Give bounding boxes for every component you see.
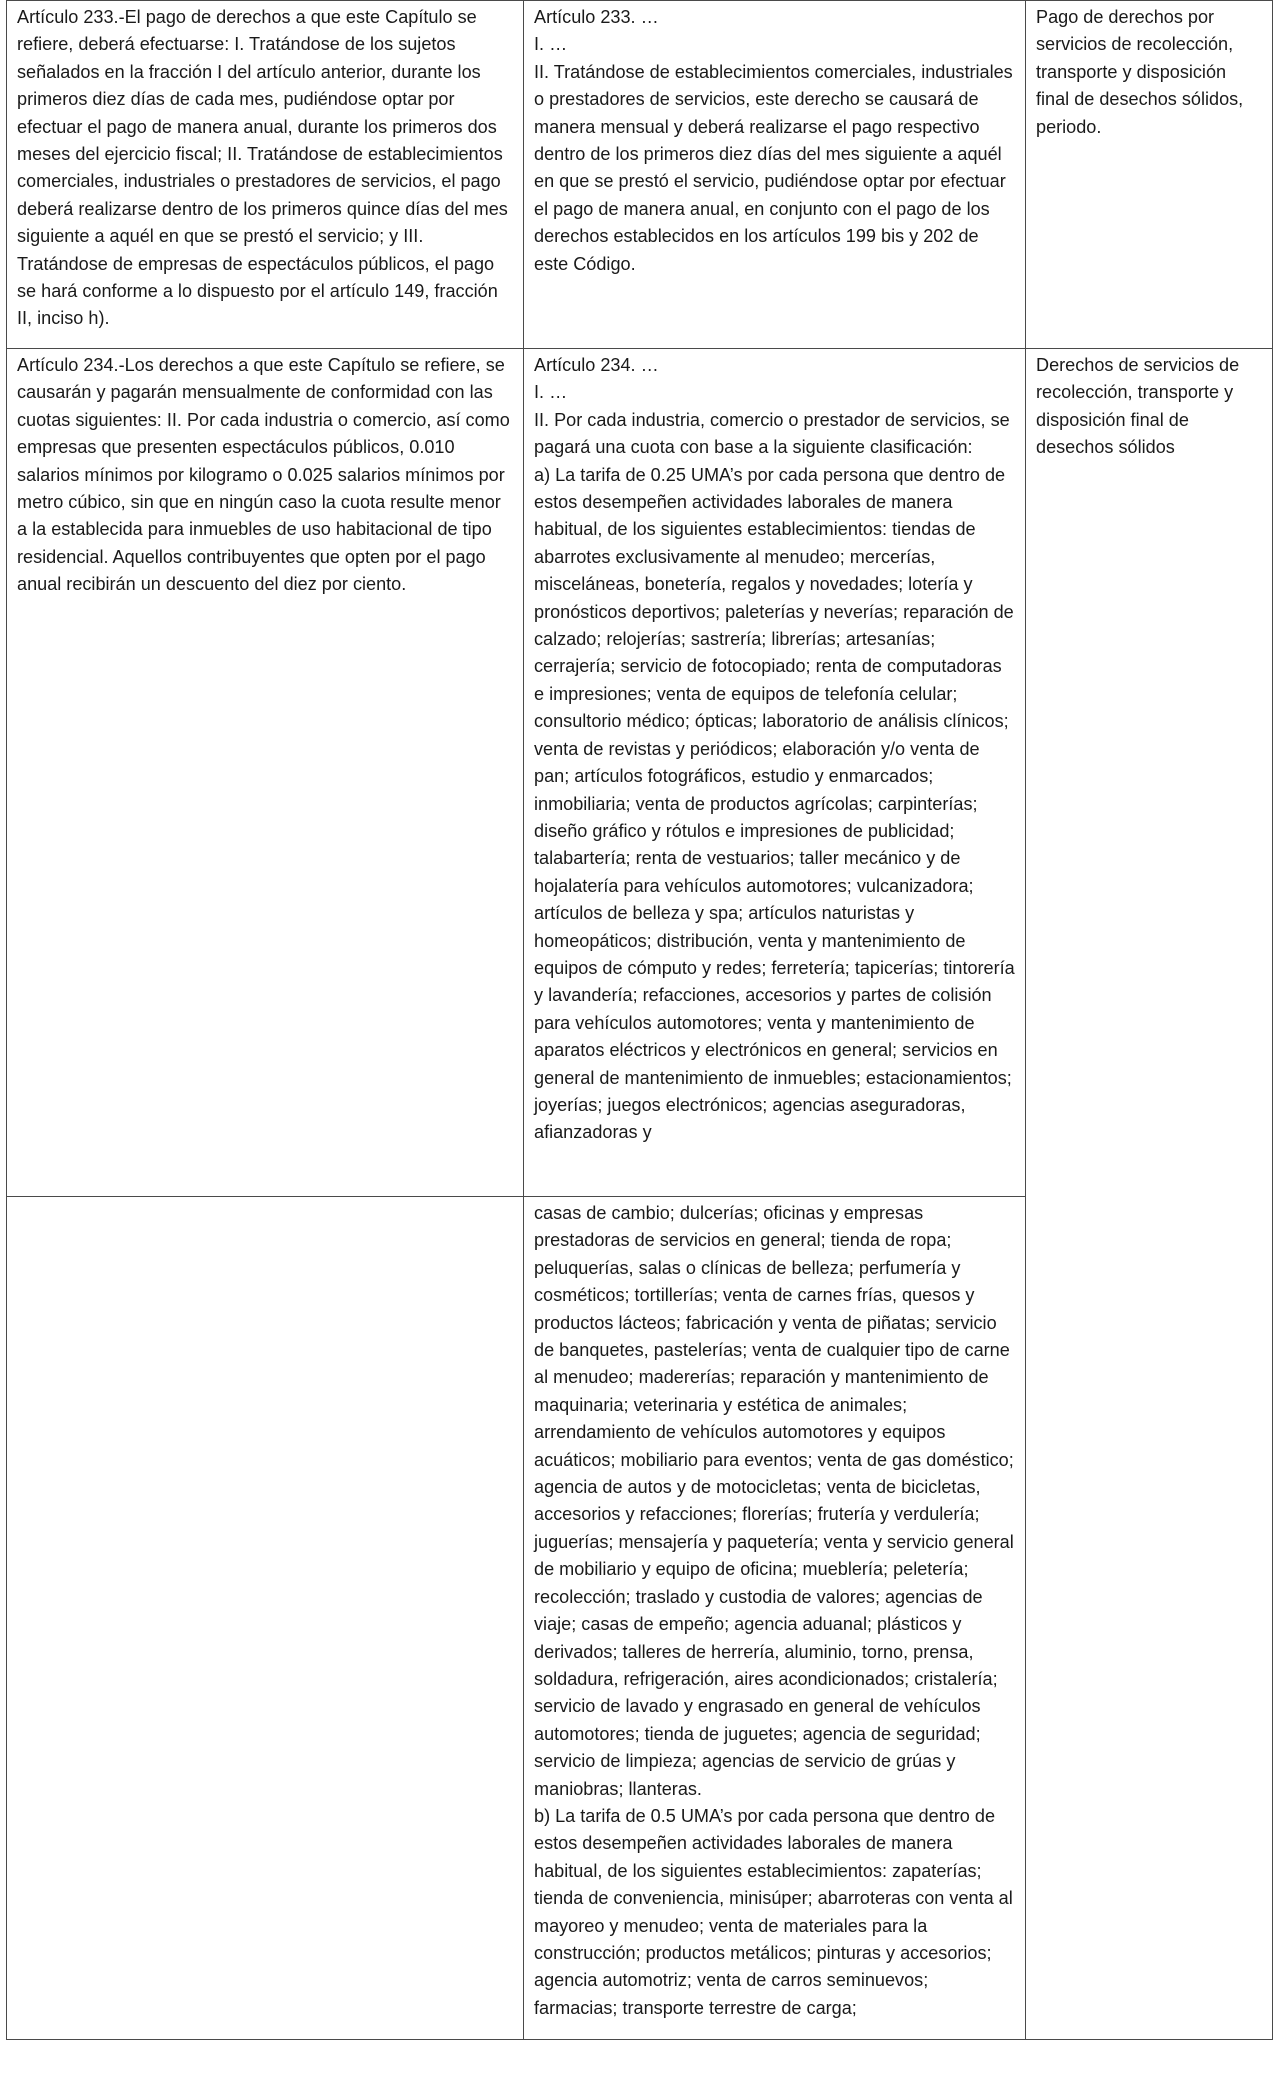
topic-text: Derechos de servicios de recolección, transporte y disposición final de desechos sólidos — [1036, 355, 1240, 458]
topic-text: Pago de derechos por servicios de recolección, transporte y disposición final de desechos sólidos, periodo. — [1036, 7, 1244, 137]
proposal-text-cell — [524, 1197, 1026, 2040]
proposal-line: I. … — [534, 382, 568, 403]
proposal-line: II. Por cada industria, comercio o prestador de servicios, se pagará una cuota con base a la siguiente clasificación: — [534, 409, 1010, 458]
proposal-text-cell — [524, 349, 1026, 1197]
proposal-line: Artículo 233. … — [534, 7, 659, 27]
current-text: Artículo 234.-Los derechos a que este Capítulo se refiere, se causarán y pagarán mensualmente de conformidad con las cuotas siguientes: II. Por cada industria o comercio, así como empresas que presenten espectáculos públicos, 0.010 salarios mínimos por kilogramo o 0.025 salarios mínimos por metro cúbico, sin que en ningún caso la cuota resulte menor a la establecida para inmuebles de uso habitacional de tipo residencial. Aquellos contribuyentes que opten por el pago anual recibirán un descuento del diez por ciento. — [17, 355, 510, 595]
current-text-cell-empty — [7, 1197, 524, 2040]
proposal-text-cell — [524, 1, 1026, 349]
current-text-cell — [7, 1, 524, 349]
table-row — [7, 1, 1273, 349]
current-text: Artículo 233.-El pago de derechos a que este Capítulo se refiere, deberá efectuarse: I. Tratándose de los sujetos señalados en la fracción I del artículo anterior, durante los primeros diez días de cada mes, pudiéndose optar por efectuar el pago de manera anual, durante los primeros dos meses del ejercicio fiscal; II. Tratándose de establecimientos comerciales, industriales o prestadores de servicios, el pago deberá realizarse dentro de los primeros quince días del mes siguiente a aquél en que se prestó el servicio; y III. Tratándose de empresas de espectáculos públicos, el pago se hará conforme a lo dispuesto por el artículo 149, fracción II, inciso h). — [17, 7, 508, 329]
proposal-line: a) La tarifa de 0.25 UMA’s por cada persona que dentro de estos desempeñen actividades laborales de manera habitual, de los siguientes establecimientos: tiendas de abarrotes exclusivamente al menudeo; mercerías, misceláneas, bonetería, regalos y novedades; lotería y pronósticos deportivos; paleterías y neverías; reparación de calzado; relojerías; sastrería; librerías; artesanías; cerrajería; servicio de fotocopiado; renta de computadoras e impresiones; venta de equipos de telefonía celular; consultorio médico; ópticas; laboratorio de análisis clínicos; venta de revistas y periódicos; elaboración y/o venta de pan; artículos fotográficos, estudio y enmarcados; inmobiliaria; venta de productos agrícolas; carpinterías; diseño gráfico y rótulos e impresiones de publicidad; talabartería; renta de vestuarios; taller mecánico y de hojalatería para vehículos automotores; vulcanizadora; artículos de belleza y spa; artículos naturistas y homeopáticos; distribución, venta y mantenimiento de equipos de cómputo y redes; ferretería; tapicerías; tintorería y lavandería; refacciones, accesorios y partes de colisión para vehículos automotores; venta y mantenimiento de aparatos eléctricos y electrónicos en general; servicios en general de mantenimiento de inmuebles; estacionamientos; joyerías; juegos electrónicos; agencias aseguradoras, afianzadoras y — [534, 464, 1015, 1143]
current-text-cell — [7, 349, 524, 1197]
proposal-line: I. … — [534, 34, 568, 55]
topic-cell — [1026, 1, 1273, 349]
proposal-line: casas de cambio; dulcerías; oficinas y empresas prestadoras de servicios en general; tienda de ropa; peluquerías, salas o clínicas de belleza; perfumería y cosméticos; tortillerías; venta de carnes frías, quesos y productos lácteos; fabricación y venta de piñatas; servicio de banquetes, pastelerías; venta de cualquier tipo de carne al menudeo; madererías; reparación y mantenimiento de maquinaria; veterinaria y estética de animales; arrendamiento de vehículos automotores y equipos acuáticos; mobiliario para eventos; venta de gas doméstico; agencia de autos y de motocicletas; venta de bicicletas, accesorios y refacciones; florerías; frutería y verdulería; juguerías; mensajería y paquetería; venta y servicio general de mobiliario y equipo de oficina; mueblería; peletería; recolección; traslado y custodia de valores; agencias de viaje; casas de empeño; agencia aduanal; plásticos y derivados; talleres de herrería, aluminio, torno, prensa, soldadura, refrigeración, aires acondicionados; cristalería; servicio de lavado y engrasado en general de vehículos automotores; tienda de juguetes; agencia de seguridad; servicio de limpieza; agencias de servicio de grúas y maniobras; llanteras. — [534, 1203, 1014, 1799]
topic-cell — [1026, 349, 1273, 2040]
table-row — [7, 349, 1273, 1197]
proposal-line: II. Tratándose de establecimientos comerciales, industriales o prestadores de servicios, este derecho se causará de manera mensual y deberá realizarse el pago respectivo dentro de los primeros diez días del mes siguiente a aquél en que se prestó el servicio, pudiéndose optar por efectuar el pago de manera anual, en conjunto con el pago de los derechos establecidos en los artículos 199 bis y 202 de este Código. — [534, 61, 1013, 274]
proposal-line: b) La tarifa de 0.5 UMA’s por cada persona que dentro de estos desempeñen actividades laborales de manera habitual, de los siguientes establecimientos: zapaterías; tienda de conveniencia, minisúper; abarroteras con venta al mayoreo y menudeo; venta de materiales para la construcción; productos metálicos; pinturas y accesorios; agencia automotriz; venta de carros seminuevos; farmacias; transporte terrestre de carga; — [534, 1805, 1013, 2018]
comparison-table — [6, 0, 1273, 2040]
proposal-line: Artículo 234. … — [534, 355, 659, 375]
